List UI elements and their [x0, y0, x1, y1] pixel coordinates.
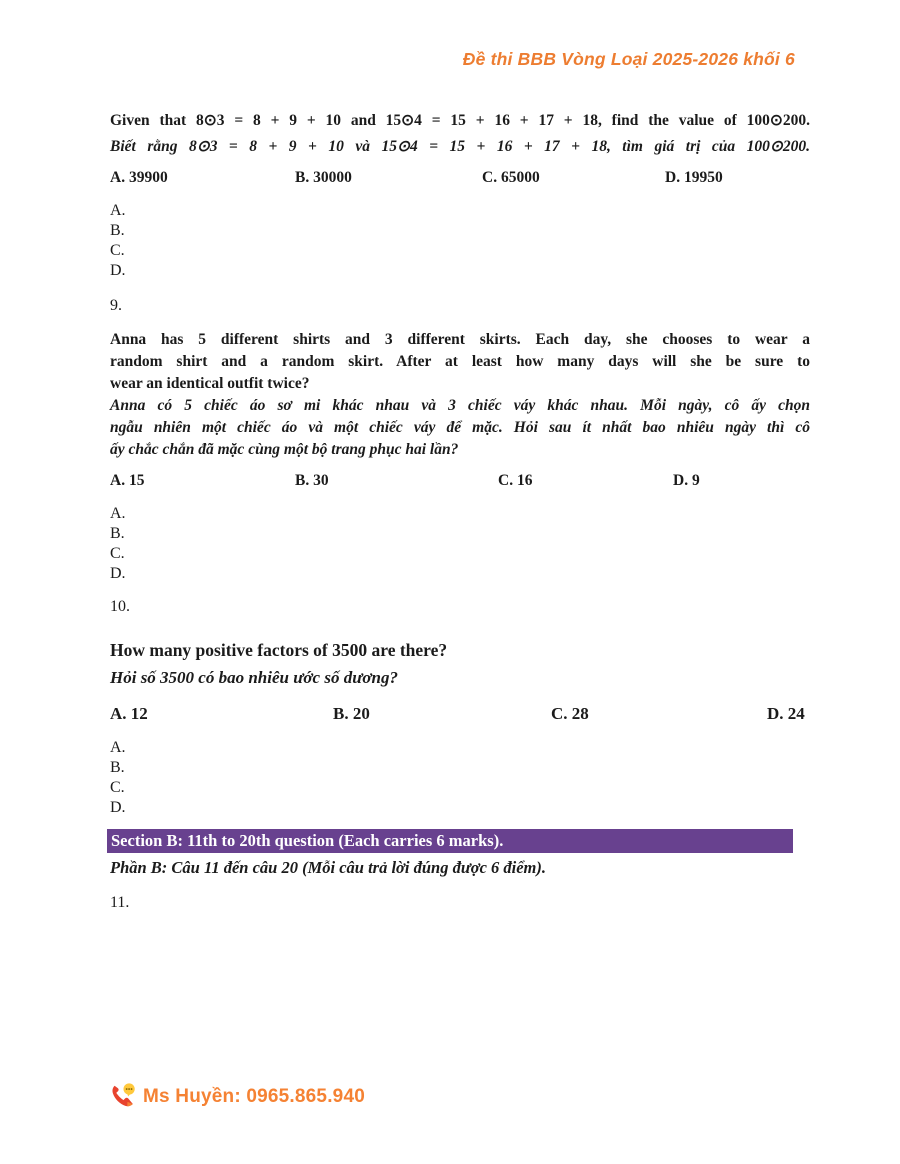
question-9-answer-lines — [110, 504, 810, 584]
section-b-subtitle: Phần B: Câu 11 đến câu 20 (Mỗi câu trả lời đúng được 6 điểm). — [110, 858, 547, 877]
option-c: C. 65000 — [482, 169, 540, 186]
option-a: A. 15 — [110, 472, 145, 489]
answer-line-c: C. — [110, 545, 125, 562]
question-9-vi-line: ấy chắc chắn đã mặc cùng một bộ trang phục hai lần? — [110, 441, 459, 458]
answer-line-b: B. — [110, 525, 125, 542]
answer-line-a: A. — [110, 202, 126, 219]
answer-line-c: C. — [110, 779, 125, 796]
question-10-number: 10. — [110, 598, 130, 615]
page-title: Đề thi BBB Vòng Loại 2025-2026 khối 6 — [462, 49, 795, 69]
option-d: D. 24 — [767, 704, 805, 723]
option-d: D. 19950 — [665, 169, 723, 186]
question-10-text-vi: Hỏi số 3500 có bao nhiêu ước số dương? — [110, 668, 398, 687]
question-10-options — [110, 703, 810, 725]
question-9-en-line: random shirt and a random skirt. After at least how many days will she be sure to — [110, 353, 810, 370]
question-9-vi-line: Anna có 5 chiếc áo sơ mi khác nhau và 3 chiếc váy khác nhau. Mỗi ngày, cô ấy chọn — [110, 397, 810, 414]
option-b: B. 20 — [333, 704, 370, 723]
answer-line-b: B. — [110, 222, 125, 239]
question-11-number: 11. — [110, 894, 130, 911]
footer-contact — [108, 1082, 365, 1112]
phone-icon — [108, 1082, 138, 1112]
contact-text: Ms Huyền: 0965.865.940 — [143, 1086, 365, 1107]
option-c: C. 16 — [498, 472, 533, 489]
section-b-banner: Section B: 11th to 20th question (Each carries 6 marks). — [107, 829, 793, 853]
option-b: B. 30000 — [295, 169, 352, 186]
question-9-text-vi — [110, 395, 810, 461]
option-a: A. 39900 — [110, 169, 168, 186]
question-9-number: 9. — [110, 297, 122, 314]
answer-line-d: D. — [110, 565, 126, 582]
answer-line-a: A. — [110, 739, 126, 756]
question-10-text-en: How many positive factors of 3500 are there? — [110, 640, 448, 660]
question-9-options — [110, 471, 810, 491]
question-9-text-en — [110, 329, 810, 395]
question-9-en-line: wear an identical outfit twice? — [110, 375, 310, 392]
question-9-vi-line: ngẫu nhiên một chiếc áo và một chiếc váy để mặc. Hỏi sau ít nhất bao nhiêu ngày thì cô — [110, 419, 810, 436]
answer-line-d: D. — [110, 262, 126, 279]
question-8-text-en: Given that 8⊙3 = 8 + 9 + 10 and 15⊙4 = 15 + 16 + 17 + 18, find the value of 100⊙200. — [110, 112, 810, 129]
option-b: B. 30 — [295, 472, 329, 489]
question-8-answer-lines — [110, 201, 810, 281]
answer-line-b: B. — [110, 759, 125, 776]
question-8-text-vi: Biết rằng 8⊙3 = 8 + 9 + 10 và 15⊙4 = 15 + 16 + 17 + 18, tìm giá trị của 100⊙200. — [110, 138, 810, 155]
option-a: A. 12 — [110, 704, 148, 723]
question-9-en-line: Anna has 5 different shirts and 3 different skirts. Each day, she chooses to wear a — [110, 331, 810, 348]
question-8-options — [110, 168, 810, 188]
option-d: D. 9 — [673, 472, 700, 489]
question-10-answer-lines — [110, 738, 810, 818]
answer-line-a: A. — [110, 505, 126, 522]
answer-line-c: C. — [110, 242, 125, 259]
option-c: C. 28 — [551, 704, 589, 723]
answer-line-d: D. — [110, 799, 126, 816]
